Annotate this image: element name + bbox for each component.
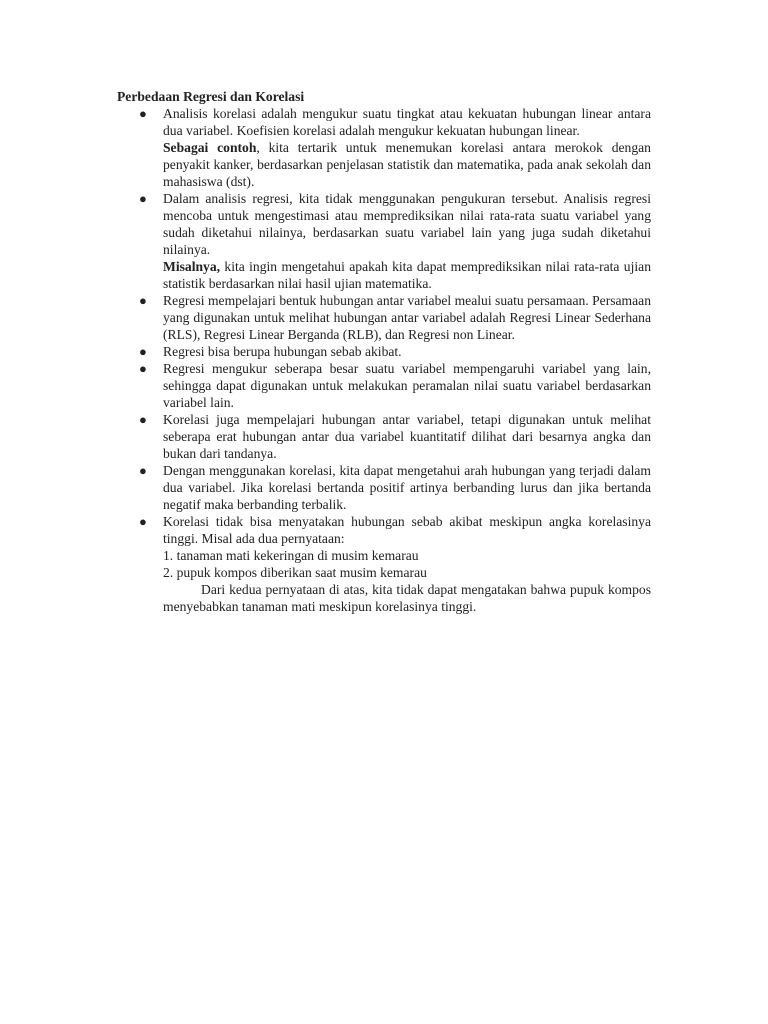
item-text: kita ingin mengetahui apakah kita dapat memprediksikan nilai rata-rata ujian statistik berdasarkan nilai hasil ujian matematika. <box>163 259 651 291</box>
lead-phrase: Misalnya, <box>163 259 221 274</box>
item-paragraph <box>163 139 651 190</box>
item-paragraph: Dalam analisis regresi, kita tidak menggunakan pengukuran tersebut. Analisis regresi mencoba untuk mengestimasi atau memprediksikan nilai rata-rata suatu variabel yang sudah diketahui nilainya, berdasarkan suatu variabel lain yang juga sudah diketahui nilainya. <box>163 191 651 257</box>
bullet-icon: ● <box>139 412 147 427</box>
list-item <box>0 360 651 411</box>
bullet-icon: ● <box>139 361 147 376</box>
list-item <box>0 190 651 292</box>
list-item <box>0 292 651 343</box>
item-paragraph: Korelasi tidak bisa menyatakan hubungan sebab akibat meskipun angka korelasinya tinggi. Misal ada dua pernyataan: <box>163 514 651 546</box>
numbered-statement: 1. tanaman mati kekeringan di musim kemarau <box>163 548 419 563</box>
list-item <box>0 462 651 513</box>
list-item <box>0 513 651 615</box>
bullet-icon: ● <box>139 293 147 308</box>
item-paragraph: Regresi mengukur seberapa besar suatu variabel mempengaruhi variabel yang lain, sehingga dapat digunakan untuk melakukan peramalan nilai suatu variabel berdasarkan variabel lain. <box>163 361 651 410</box>
bullet-icon: ● <box>139 514 147 529</box>
item-paragraph: Regresi mempelajari bentuk hubungan antar variabel mealui suatu persamaan. Persamaan yang digunakan untuk melihat hubungan antar variabel adalah Regresi Linear Sederhana (RLS), Regresi Linear Berganda (RLB), dan Regresi non Linear. <box>163 293 651 342</box>
conclusion-paragraph: Dari kedua pernyataan di atas, kita tidak dapat mengatakan bahwa pupuk kompos menyebabkan tanaman mati meskipun korelasinya tinggi. <box>163 582 651 614</box>
bullet-icon: ● <box>139 463 147 478</box>
numbered-statement: 2. pupuk kompos diberikan saat musim kemarau <box>163 565 427 580</box>
item-paragraph <box>163 258 651 292</box>
list-item <box>0 343 651 360</box>
bullet-icon: ● <box>139 191 147 206</box>
bullet-icon: ● <box>139 106 147 121</box>
item-paragraph: Korelasi juga mempelajari hubungan antar variabel, tetapi digunakan untuk melihat seberapa erat hubungan antar dua variabel kuantitatif dilihat dari besarnya angka dan bukan dari tandanya. <box>163 412 651 461</box>
bullet-icon: ● <box>139 344 147 359</box>
list-item <box>0 411 651 462</box>
list-item <box>0 105 651 190</box>
item-paragraph: Analisis korelasi adalah mengukur suatu tingkat atau kekuatan hubungan linear antara dua variabel. Koefisien korelasi adalah mengukur kekuatan hubungan linear. <box>163 106 651 138</box>
lead-phrase: Sebagai contoh <box>163 140 257 155</box>
document-heading: Perbedaan Regresi dan Korelasi <box>117 89 305 104</box>
item-paragraph: Regresi bisa berupa hubungan sebab akibat. <box>163 344 402 359</box>
item-text: , kita tertarik untuk menemukan korelasi antara merokok dengan penyakit kanker, berdasarkan penjelasan statistik dan matematika, pada anak sekolah dan mahasiswa (dst). <box>163 140 651 189</box>
bullet-list <box>0 105 768 615</box>
item-paragraph: Dengan menggunakan korelasi, kita dapat mengetahui arah hubungan yang terjadi dalam dua variabel. Jika korelasi bertanda positif artinya berbanding lurus dan jika bertanda negatif maka berbanding terbalik. <box>163 463 651 512</box>
